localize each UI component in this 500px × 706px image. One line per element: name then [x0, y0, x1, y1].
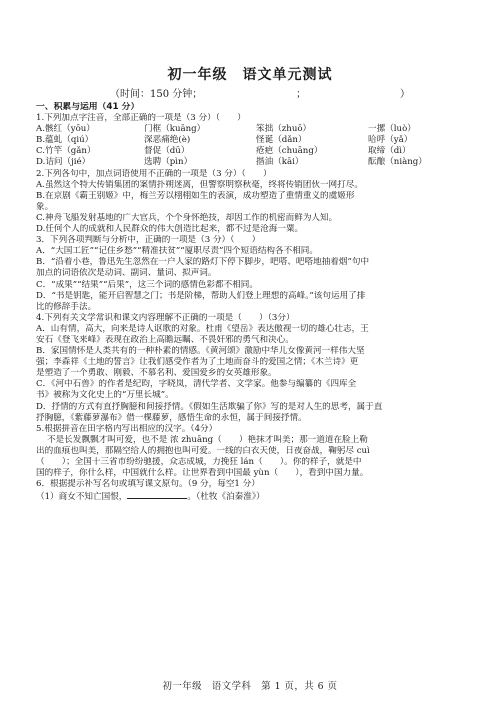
question-4-option-b: B．家国情怀是人类共有的一种朴素的情感。《黄河颂》激励中华儿女像黄河一样伟大坚 — [36, 346, 365, 357]
exam-time: （时间：150 分钟； — [110, 89, 203, 100]
exam-time-line — [110, 85, 410, 100]
option-cell: 选聘（pìn） — [144, 157, 193, 168]
question-5-passage-cont: 国的样子，你什么样，中国就什么样。让世界看到中国最 yùn（ ），看到中国力量。 — [36, 468, 369, 479]
question-4-option-a: A．山有情，高大，向来是诗人讴歌的对象。杜甫《望岳》表达傲视一切的雄心壮志，王 — [36, 323, 369, 334]
question-2-option-c: C.神舟飞船发射基地的广大官兵，个个身怀绝技，却因工作的机密而鲜为人知。 — [36, 212, 338, 223]
question-4-option-b-cont: 强；李森祥《土地的誓言》让我们感受作者为了土地而奋斗的爱国之情；《木兰诗》更 — [36, 357, 359, 368]
question-4-option-b-cont2: 是塑造了一个勇敢、刚毅、不慕名利、爱国爱乡的女英雄形象。 — [36, 368, 277, 379]
question-3-option-a: A．“大国工匠”“记住乡愁”“精准扶贫”“厦职尽责”四个短语结构各不相同。 — [36, 246, 318, 257]
question-6-stem: 6．根据提示补写名句或填写课文原句。（9 分，每空1 分） — [36, 479, 260, 490]
question-4-option-a-cont: 安石《登飞来峰》表现在政治上高瞻远瞩、不畏奸邪的勇气和决心。 — [36, 334, 294, 345]
question-3-option-d-cont: 比的修辞手法。 — [36, 301, 97, 312]
option-cell: A.骸红（yōu） — [36, 124, 95, 135]
option-cell: C.竹竿（gǎn） — [36, 146, 96, 157]
option-cell: 疮疤（chuāng） — [256, 146, 323, 157]
option-cell: 怪诞（dǎn） — [256, 135, 307, 146]
question-1-option-a — [36, 124, 476, 135]
option-cell: 门框（kuāng） — [144, 124, 206, 135]
option-cell: D.诘问（jié） — [36, 157, 91, 168]
question-5-stem: 5.根据拼音在田字格内写出相应的汉字。（4分） — [36, 423, 218, 434]
question-4-option-d: D．抒情的方式有直抒胸臆和间接抒情。《假如生活欺骗了你》写的是对人生的思考，属于直 — [36, 401, 383, 412]
question-5-passage: 不是长发飘飘才叫可爱，也不是 浓 zhuāng（ ）艳抹才叫美；那一道道在脸上勒 — [47, 434, 368, 445]
question-2-stem: 2.下列各句中，加点词语使用不正确的一项是（3 分）（ ） — [36, 168, 272, 179]
option-cell: 深恶痛绝(è) — [144, 135, 191, 146]
question-6-item-1 — [36, 490, 476, 501]
exam-content — [36, 102, 476, 501]
question-3-option-d: D．“书是钥匙，能开启智慧之门；书是阶梯，帮助人们登上理想的高峰。”该句运用了排 — [36, 290, 366, 301]
option-cell: B.蕴虬（qiú） — [36, 135, 94, 146]
option-cell: 取缔（dì） — [368, 146, 411, 157]
option-cell: 一摞（luò） — [368, 124, 416, 135]
question-5-passage-cont: （ ）；全国十三省市纷纷驰援，众志成城，力挽狂 lán（ ）。你的样子，就是中 — [36, 457, 362, 467]
fill-source: 。（杜牧《泊秦淮》） — [187, 492, 265, 502]
question-1-option-c — [36, 146, 476, 157]
question-1-option-d — [36, 157, 476, 168]
question-3-option-c: C．“成果”“结果”“后果”，这三个词的感情色彩都不相同。 — [36, 279, 258, 290]
option-cell: 督促（dū） — [144, 146, 190, 157]
option-cell: 笨拙（zhuō） — [256, 124, 312, 135]
question-4-stem: 4.下列有关文学常识和课文内容理解不正确的一项是（ ）（3分） — [36, 312, 295, 323]
question-2-option-d: D.任何个人的成就和人民群众的伟大创造比起来，都不过是沧海一粟。 — [36, 224, 304, 235]
question-2-option-a: A.虽然这个特大传销集团的案情扑朔迷离，但警察明察秋毫，终将传销团伙一网打尽。 — [36, 179, 363, 190]
time-separator: ； — [296, 89, 307, 100]
question-3-option-b: B．“沿着小巷，鲁迅先生忽然在一户人家的路灯下停下脚步，吧嗒、吧嗒地抽着烟”句中 — [36, 257, 370, 268]
answer-blank[interactable] — [127, 490, 187, 499]
question-2-option-b: B.在京剧《霸王别姬》中，梅兰芳以栩栩如生的表演，成功塑造了重情重义的虞姬形 — [36, 190, 355, 201]
question-5-passage-cont: 出的血痕也叫美，那隔空给人的拥抱也叫可爱。一线的白衣天使，日夜奋战，鞠躬尽 cuì — [36, 445, 370, 456]
page-title: 初一年级 语文单元测试 — [167, 67, 333, 83]
question-2-option-b-cont: 象。 — [36, 201, 54, 212]
option-cell: 酝酿（niàng） — [368, 157, 427, 168]
option-cell: 揩油（kāi） — [256, 157, 304, 168]
question-3-stem: 3．下列各项判断与分析中，正确的一项是（3 分）（ ） — [36, 235, 261, 246]
page-footer: 初一年级 语文学科 第 1 页，共 6 页 — [162, 681, 338, 692]
question-4-option-d-cont: 抒胸臆，《紫藤萝瀑布》借一棵藤萝，感悟生命的永恒，属于间接抒情。 — [36, 412, 307, 423]
section-heading: 一、积累与运用（41 分） — [36, 102, 140, 112]
time-close: ） — [399, 89, 410, 100]
option-cell: 哈呼（yǎ） — [368, 135, 413, 146]
fill-prompt: （1）商女不知亡国恨， — [36, 492, 128, 502]
question-1-option-b — [36, 135, 476, 146]
question-3-option-b-cont: 加点的词语依次是动词、副词、量词、拟声词。 — [36, 268, 217, 279]
question-1-stem: 1.下列加点字注音，全部正确的一项是（3 分）（ ） — [36, 113, 246, 124]
question-4-option-c: C．《河中石兽》的作者是纪昀，字晓岚，清代学者、文学家。他参与编纂的《四库全 — [36, 379, 357, 390]
question-4-option-c-cont: 书》被称为文化史上的“万里长城”。 — [36, 390, 174, 401]
